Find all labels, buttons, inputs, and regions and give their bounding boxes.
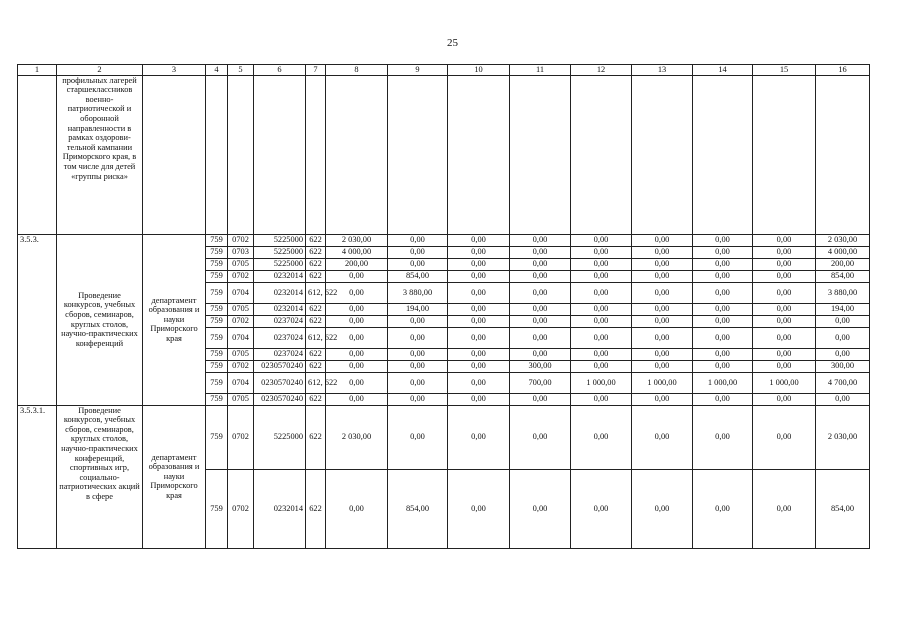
amount-cell: 0,00	[632, 405, 693, 469]
column-header: 10	[448, 65, 510, 76]
section-code: 0703	[228, 246, 254, 258]
expense-type-code: 622	[306, 303, 326, 315]
amount-cell: 0,00	[693, 405, 753, 469]
expense-type-code: 612, 622	[306, 327, 326, 348]
amount-cell: 0,00	[510, 258, 571, 270]
target-article-code: 0230570240	[254, 360, 306, 372]
expense-type-code: 622	[306, 469, 326, 548]
column-header: 9	[388, 65, 448, 76]
grbs-code: 759	[206, 327, 228, 348]
amount-cell: 0,00	[510, 270, 571, 282]
amount-cell: 0,00	[753, 469, 816, 548]
amount-cell: 2 030,00	[326, 234, 388, 246]
amount-cell: 0,00	[510, 327, 571, 348]
column-header: 2	[57, 65, 143, 76]
amount-cell: 0,00	[448, 327, 510, 348]
amount-cell: 0,00	[448, 348, 510, 360]
amount-cell: 0,00	[388, 258, 448, 270]
amount-cell: 0,00	[326, 393, 388, 405]
cell-empty	[143, 75, 206, 234]
target-article-code: 5225000	[254, 246, 306, 258]
column-header: 7	[306, 65, 326, 76]
amount-cell: 0,00	[816, 327, 870, 348]
amount-cell: 854,00	[388, 270, 448, 282]
amount-cell: 194,00	[388, 303, 448, 315]
amount-cell: 0,00	[510, 393, 571, 405]
page-number: 25	[447, 37, 458, 49]
target-article-code: 0232014	[254, 469, 306, 548]
target-article-code: 0237024	[254, 315, 306, 327]
grbs-code: 759	[206, 282, 228, 303]
column-header: 3	[143, 65, 206, 76]
amount-cell: 0,00	[753, 234, 816, 246]
amount-cell: 854,00	[816, 270, 870, 282]
cell-empty	[18, 75, 57, 234]
amount-cell: 0,00	[510, 469, 571, 548]
expense-type-code: 622	[306, 405, 326, 469]
amount-cell: 0,00	[571, 234, 632, 246]
amount-cell: 0,00	[693, 469, 753, 548]
amount-cell: 0,00	[753, 246, 816, 258]
amount-cell: 854,00	[816, 469, 870, 548]
amount-cell: 0,00	[448, 282, 510, 303]
amount-cell: 0,00	[693, 327, 753, 348]
amount-cell: 0,00	[632, 469, 693, 548]
executor-cell: департамент образования и науки Приморского края	[143, 234, 206, 405]
target-article-code: 0230570240	[254, 393, 306, 405]
column-header: 15	[753, 65, 816, 76]
amount-cell: 854,00	[388, 469, 448, 548]
grbs-code: 759	[206, 315, 228, 327]
amount-cell: 0,00	[632, 315, 693, 327]
cell-empty	[206, 75, 228, 234]
amount-cell: 0,00	[753, 327, 816, 348]
amount-cell: 2 030,00	[816, 405, 870, 469]
amount-cell: 0,00	[326, 327, 388, 348]
amount-cell: 0,00	[571, 303, 632, 315]
grbs-code: 759	[206, 405, 228, 469]
amount-cell: 0,00	[693, 360, 753, 372]
amount-cell: 0,00	[448, 393, 510, 405]
amount-cell: 300,00	[816, 360, 870, 372]
amount-cell: 0,00	[571, 360, 632, 372]
cell-empty	[693, 75, 753, 234]
column-header: 13	[632, 65, 693, 76]
amount-cell: 0,00	[693, 303, 753, 315]
amount-cell: 2 030,00	[816, 234, 870, 246]
amount-cell: 0,00	[571, 315, 632, 327]
column-header: 5	[228, 65, 254, 76]
grbs-code: 759	[206, 372, 228, 393]
amount-cell: 3 880,00	[816, 282, 870, 303]
amount-cell: 4 000,00	[816, 246, 870, 258]
amount-cell: 0,00	[571, 393, 632, 405]
amount-cell: 0,00	[510, 348, 571, 360]
cell-empty	[448, 75, 510, 234]
executor-cell: департамент образования и науки Приморского края	[143, 405, 206, 548]
amount-cell: 0,00	[571, 270, 632, 282]
amount-cell: 0,00	[693, 315, 753, 327]
amount-cell: 0,00	[448, 469, 510, 548]
expense-type-code: 622	[306, 393, 326, 405]
target-article-code: 0232014	[254, 303, 306, 315]
amount-cell: 0,00	[388, 246, 448, 258]
amount-cell: 0,00	[510, 315, 571, 327]
amount-cell: 0,00	[693, 246, 753, 258]
column-header: 1	[18, 65, 57, 76]
amount-cell: 0,00	[510, 246, 571, 258]
amount-cell: 0,00	[753, 393, 816, 405]
amount-cell: 0,00	[632, 393, 693, 405]
section-code: 0704	[228, 282, 254, 303]
amount-cell: 0,00	[510, 282, 571, 303]
measure-name-part: Проведение конкурсов, учебных сборов, семинаров, круглых столов,	[63, 405, 136, 444]
target-article-code: 0230570240	[254, 372, 306, 393]
section-code: 0704	[228, 327, 254, 348]
amount-cell: 0,00	[693, 282, 753, 303]
amount-cell: 0,00	[753, 405, 816, 469]
section-code: 0705	[228, 258, 254, 270]
cell-empty	[254, 75, 306, 234]
amount-cell: 0,00	[693, 270, 753, 282]
amount-cell: 0,00	[326, 372, 388, 393]
column-header: 14	[693, 65, 753, 76]
amount-cell: 0,00	[326, 348, 388, 360]
amount-cell: 0,00	[632, 258, 693, 270]
section-code: 0705	[228, 348, 254, 360]
amount-cell: 0,00	[388, 393, 448, 405]
section-code: 0704	[228, 372, 254, 393]
amount-cell: 0,00	[448, 315, 510, 327]
amount-cell: 0,00	[632, 360, 693, 372]
amount-cell: 0,00	[753, 270, 816, 282]
amount-cell: 2 030,00	[326, 405, 388, 469]
amount-cell: 0,00	[632, 303, 693, 315]
grbs-code: 759	[206, 303, 228, 315]
column-header: 11	[510, 65, 571, 76]
amount-cell: 0,00	[632, 348, 693, 360]
column-header: 8	[326, 65, 388, 76]
budget-table	[17, 64, 870, 549]
amount-cell: 0,00	[388, 327, 448, 348]
target-article-code: 0237024	[254, 348, 306, 360]
amount-cell: 194,00	[816, 303, 870, 315]
amount-cell: 1 000,00	[632, 372, 693, 393]
amount-cell: 0,00	[510, 405, 571, 469]
cell-empty	[388, 75, 448, 234]
expense-type-code: 622	[306, 258, 326, 270]
amount-cell: 0,00	[753, 360, 816, 372]
expense-type-code: 622	[306, 348, 326, 360]
amount-cell: 0,00	[388, 360, 448, 372]
amount-cell: 0,00	[753, 303, 816, 315]
amount-cell: 1 000,00	[753, 372, 816, 393]
target-article-code: 5225000	[254, 258, 306, 270]
header-row	[18, 65, 870, 76]
amount-cell: 0,00	[326, 282, 388, 303]
grbs-code: 759	[206, 360, 228, 372]
measure-name-cell: Проведение конкурсов, учебных сборов, семинаров, круглых столов, научно-практических конференций	[57, 234, 143, 405]
amount-cell: 0,00	[326, 270, 388, 282]
amount-cell: 0,00	[693, 234, 753, 246]
section-code: 0705	[228, 303, 254, 315]
expense-type-code: 612, 622	[306, 372, 326, 393]
amount-cell: 0,00	[571, 327, 632, 348]
amount-cell: 1 000,00	[571, 372, 632, 393]
table-row	[18, 234, 870, 246]
grbs-code: 759	[206, 469, 228, 548]
section-code: 0702	[228, 234, 254, 246]
column-header: 4	[206, 65, 228, 76]
item-number: 3.5.3.1.	[18, 405, 57, 548]
grbs-code: 759	[206, 348, 228, 360]
measure-name-cell	[57, 405, 143, 548]
amount-cell: 0,00	[448, 303, 510, 315]
table-row	[18, 405, 870, 469]
amount-cell: 700,00	[510, 372, 571, 393]
amount-cell: 0,00	[571, 348, 632, 360]
amount-cell: 0,00	[816, 393, 870, 405]
amount-cell: 1 000,00	[693, 372, 753, 393]
expense-type-code: 622	[306, 270, 326, 282]
amount-cell: 0,00	[448, 246, 510, 258]
amount-cell: 0,00	[448, 360, 510, 372]
amount-cell: 0,00	[448, 258, 510, 270]
column-header: 6	[254, 65, 306, 76]
target-article-code: 0232014	[254, 282, 306, 303]
amount-cell: 0,00	[632, 282, 693, 303]
target-article-code: 0237024	[254, 327, 306, 348]
column-header: 12	[571, 65, 632, 76]
target-article-code: 5225000	[254, 405, 306, 469]
amount-cell: 0,00	[753, 282, 816, 303]
amount-cell: 0,00	[693, 348, 753, 360]
amount-cell: 0,00	[753, 348, 816, 360]
section-code: 0702	[228, 315, 254, 327]
target-article-code: 5225000	[254, 234, 306, 246]
amount-cell: 0,00	[816, 348, 870, 360]
measure-name-cell: профильных лагерей старшеклассников военно-патриотической и оборонной направленности в рамках оздорови-тельной кампании Приморского края, в том числе для детей «группы риска»	[57, 75, 143, 234]
amount-cell: 200,00	[326, 258, 388, 270]
grbs-code: 759	[206, 258, 228, 270]
cell-empty	[571, 75, 632, 234]
section-code: 0702	[228, 360, 254, 372]
amount-cell: 0,00	[571, 258, 632, 270]
amount-cell: 0,00	[326, 469, 388, 548]
amount-cell: 0,00	[448, 405, 510, 469]
amount-cell: 0,00	[448, 270, 510, 282]
target-article-code: 0232014	[254, 270, 306, 282]
cell-empty	[632, 75, 693, 234]
amount-cell: 0,00	[571, 246, 632, 258]
amount-cell: 0,00	[693, 258, 753, 270]
amount-cell: 0,00	[632, 234, 693, 246]
cell-empty	[510, 75, 571, 234]
grbs-code: 759	[206, 234, 228, 246]
amount-cell: 0,00	[571, 282, 632, 303]
amount-cell: 3 880,00	[388, 282, 448, 303]
section-code: 0705	[228, 393, 254, 405]
amount-cell: 0,00	[388, 405, 448, 469]
expense-type-code: 622	[306, 234, 326, 246]
amount-cell: 0,00	[388, 372, 448, 393]
amount-cell: 0,00	[632, 327, 693, 348]
amount-cell: 200,00	[816, 258, 870, 270]
grbs-code: 759	[206, 270, 228, 282]
item-number: 3.5.3.	[18, 234, 57, 405]
amount-cell: 0,00	[753, 258, 816, 270]
grbs-code: 759	[206, 246, 228, 258]
amount-cell: 0,00	[510, 303, 571, 315]
section-code: 0702	[228, 469, 254, 548]
cell-empty	[326, 75, 388, 234]
amount-cell: 4 700,00	[816, 372, 870, 393]
expense-type-code: 612, 622	[306, 282, 326, 303]
amount-cell: 300,00	[510, 360, 571, 372]
amount-cell: 0,00	[632, 246, 693, 258]
amount-cell: 0,00	[510, 234, 571, 246]
section-code: 0702	[228, 270, 254, 282]
amount-cell: 0,00	[816, 315, 870, 327]
amount-cell: 0,00	[448, 234, 510, 246]
amount-cell: 0,00	[388, 234, 448, 246]
measure-name-part: научно-практических конференций, спортивных игр, социально-патриотических акций в сфере	[59, 443, 140, 501]
cell-empty	[816, 75, 870, 234]
section-code: 0702	[228, 405, 254, 469]
amount-cell: 4 000,00	[326, 246, 388, 258]
amount-cell: 0,00	[326, 360, 388, 372]
cell-empty	[228, 75, 254, 234]
amount-cell: 0,00	[388, 315, 448, 327]
cell-empty	[306, 75, 326, 234]
amount-cell: 0,00	[571, 405, 632, 469]
column-header: 16	[816, 65, 870, 76]
cell-empty	[753, 75, 816, 234]
amount-cell: 0,00	[326, 315, 388, 327]
table-row	[18, 75, 870, 234]
expense-type-code: 622	[306, 315, 326, 327]
amount-cell: 0,00	[571, 469, 632, 548]
amount-cell: 0,00	[448, 372, 510, 393]
amount-cell: 0,00	[632, 270, 693, 282]
expense-type-code: 622	[306, 246, 326, 258]
amount-cell: 0,00	[693, 393, 753, 405]
expense-type-code: 622	[306, 360, 326, 372]
amount-cell: 0,00	[326, 303, 388, 315]
amount-cell: 0,00	[753, 315, 816, 327]
amount-cell: 0,00	[388, 348, 448, 360]
grbs-code: 759	[206, 393, 228, 405]
